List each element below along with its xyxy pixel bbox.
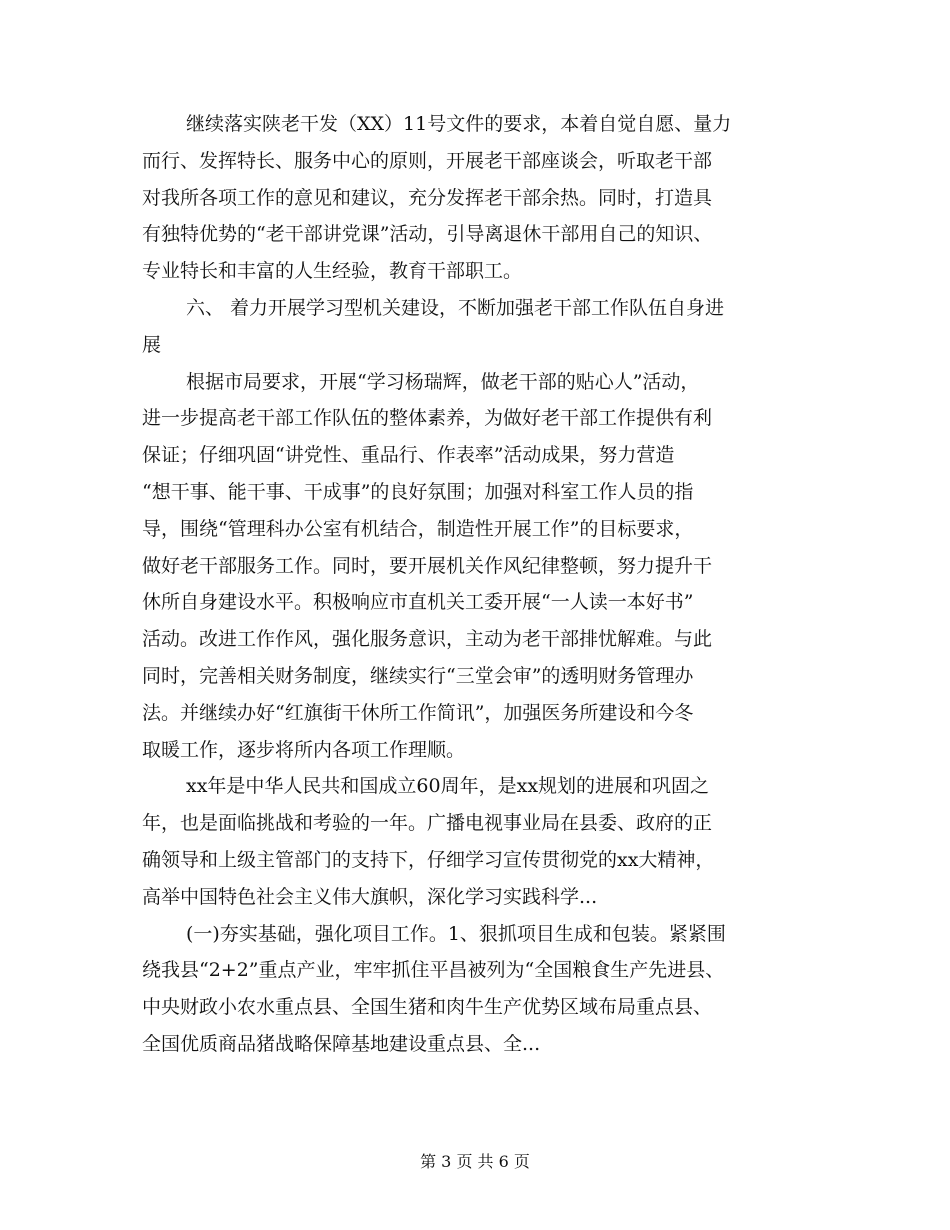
paragraph-60th-anniversary <box>142 768 837 915</box>
text-line: 对我所各项工作的意见和建议，充分发挥老干部余热。同时，打造具 <box>142 186 713 209</box>
text-line: 做好老干部服务工作。同时，要开展机关作风纪律整顿，努力提升干 <box>142 554 713 577</box>
text-line: 绕我县“2+2”重点产业，牢牢抓住平昌被列为“全国粮食生产先进县、 <box>142 959 725 982</box>
text-line: 保证；仔细巩固“讲党性、重品行、作表率”活动成果，努力营造 <box>142 444 675 467</box>
text-line: 中央财政小农水重点县、全国生猪和肉牛生产优势区域布局重点县、 <box>142 996 713 1019</box>
text-line: 高举中国特色社会主义伟大旗帜，深化学习实践科学... <box>142 885 598 908</box>
page-number-footer: 第 3 页 共 6 页 <box>420 1152 530 1171</box>
text-line: (一)夯实基础，强化项目工作。1、狠抓项目生成和包装。紧紧围 <box>186 922 726 945</box>
text-line: 而行、发挥特长、服务中心的原则，开展老干部座谈会，听取老干部 <box>142 149 713 172</box>
text-line: 专业特长和丰富的人生经验，教育干部职工。 <box>142 260 523 283</box>
text-line: 全国优质商品猪战略保障基地建设重点县、全... <box>142 1032 541 1055</box>
text-line: 继续落实陕老干发（XX）11号文件的要求，本着自觉自愿、量力 <box>186 113 732 135</box>
text-line: 进一步提高老干部工作队伍的整体素养，为做好老干部工作提供有利 <box>142 407 713 430</box>
text-line: 展 <box>142 333 162 356</box>
text-line: 有独特优势的“老干部讲党课”活动，引导离退休干部用自己的知识、 <box>142 223 713 246</box>
text-line: 年，也是面临挑战和考验的一年。广播电视事业局在县委、政府的正 <box>142 812 713 835</box>
text-line: 六、 着力开展学习型机关建设，不断加强老干部工作队伍自身进 <box>186 296 725 319</box>
text-line: 确领导和上级主管部门的支持下，仔细学习宣传贯彻党的xx大精神， <box>142 848 715 871</box>
text-line: 导，围绕“管理科办公室有机结合，制造性开展工作”的目标要求， <box>142 517 694 540</box>
section-heading-six <box>142 290 837 364</box>
text-line: 活动。改进工作作风，强化服务意识，主动为老干部排忧解难。与此 <box>142 628 713 651</box>
paragraph-veteran-cadre-work <box>142 106 837 290</box>
text-line: 取暖工作，逐步将所内各项工作理顺。 <box>142 738 466 761</box>
document-body <box>142 106 837 1063</box>
paragraph-city-bureau-requirements <box>142 364 837 769</box>
text-line: 根据市局要求，开展“学习杨瑞辉，做老干部的贴心人”活动， <box>186 370 700 393</box>
text-line: 法。并继续办好“红旗街干休所工作简讯”，加强医务所建设和今冬 <box>142 701 694 724</box>
text-line: 同时，完善相关财务制度，继续实行“三堂会审”的透明财务管理办 <box>142 664 694 687</box>
text-line: “想干事、能干事、干成事”的良好氛围；加强对科室工作人员的指 <box>142 480 694 503</box>
paragraph-project-work <box>142 916 837 1063</box>
text-line: 休所自身建设水平。积极响应市直机关工委开展“一人读一本好书” <box>142 591 694 614</box>
text-line: xx年是中华人民共和国成立60周年，是xx规划的进展和巩固之 <box>186 775 710 798</box>
